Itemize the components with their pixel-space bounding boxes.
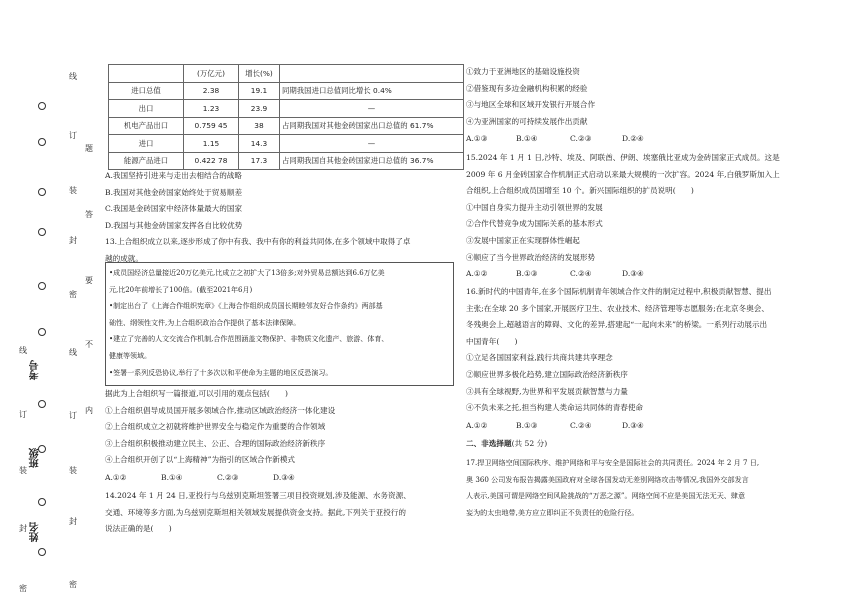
- table-cell: 能源产品进口: [109, 152, 184, 170]
- table-row: [109, 117, 464, 135]
- binding-hole: [38, 228, 46, 236]
- trade-data-table: [108, 64, 464, 170]
- sco-achievements-box: [105, 262, 454, 386]
- margin-label: 密: [69, 580, 77, 589]
- option-c: C.②③: [570, 134, 592, 143]
- binding-hole: [38, 498, 46, 506]
- option-d: D.③④: [273, 473, 295, 482]
- item-line: ③发展中国家正在实现群体性崛起: [466, 235, 580, 245]
- table-cell: 进口总值: [109, 82, 184, 100]
- stem-line: 合组织,上合组织成员国增至 10 个。新兴国际组织的扩员说明( ): [466, 186, 694, 196]
- margin-label: 题: [85, 144, 93, 153]
- table-row: [109, 135, 464, 153]
- q16-stem: [466, 284, 771, 417]
- table-cell: 进口: [109, 135, 184, 153]
- table-cell: 出口: [109, 100, 184, 118]
- class-label: 班级: [30, 448, 41, 468]
- stem-line: 2009 年 6 月金砖国家合作机制正式启动以来最大规模的一次扩容。2024 年,白俄罗斯加入上: [466, 169, 780, 179]
- table-cell: 38: [239, 117, 280, 135]
- material-line: 奥 360 公司发布报告揭露美国政府对全球各国发动无差别网络攻击等情况,我国外交部发言: [466, 474, 749, 484]
- item-line: ①上合组织倡导成员国开展多领域合作,推动区域政治经济一体化建设: [105, 405, 336, 415]
- item-line: ④上合组织开创了以“上海精神”为指引的区域合作新模式: [105, 455, 296, 465]
- box-line: 元,比20年前增长了100倍。(截至2021年6月): [109, 285, 253, 294]
- table-row: [109, 82, 464, 100]
- section-2-heading: [466, 436, 547, 453]
- table-header-row: [109, 65, 464, 83]
- table-cell: 机电产品出口: [109, 117, 184, 135]
- stem-line: 冬残奥会上,超越语言的障碍、文化的差异,搭建起“一起向未来”的桥梁。一系列行动展示出: [466, 320, 768, 330]
- table-cell: 0.759 45: [184, 117, 239, 135]
- margin-label: 答: [85, 210, 93, 219]
- box-line: •签署一系列反恐协议,举行了十多次以和平使命为主题的地区反恐演习。: [109, 368, 333, 377]
- table-cell: 17.3: [239, 152, 280, 170]
- material-line: 妄为的太虫地带,美方应立即纠正不负责任的危险行径。: [466, 507, 639, 517]
- option-b: B.①③: [516, 269, 538, 278]
- table-cell: —: [280, 135, 464, 153]
- material-line: 人表示,美国可谓是网络空间风险挑战的“万恶之源”。网络空间不应是美国无法无天、肆意: [466, 491, 746, 501]
- option-b: B.①④: [516, 134, 538, 143]
- table-cell: —: [280, 100, 464, 118]
- item-line: ①立足各国国家利益,践行共商共建共享理念: [466, 353, 613, 363]
- margin-label: 密: [19, 584, 27, 593]
- stem-line: 14.2024 年 1 月 24 日,亚投行与乌兹别克斯坦签署三项目投资规划,涉及能源、水务资源、: [105, 491, 411, 500]
- table-cell: 占同期我国对其他金砖国家出口总值的 61.7%: [280, 117, 464, 135]
- table-row: [109, 100, 464, 118]
- box-line: 础性、纲领性文件,为上合组织政治合作提供了基本法律保障。: [109, 318, 301, 327]
- box-line: •成员国经济总量接近20万亿美元,比成立之初扩大了13倍多;对外贸易总额达到6.6万亿美: [109, 269, 385, 277]
- table-row: [109, 152, 464, 170]
- option-c: C.②④: [570, 269, 592, 278]
- item-line: ②借鉴现有多边金融机构积累的经验: [466, 83, 588, 93]
- margin-label: 订: [69, 131, 77, 140]
- stem-line: 据此为上合组织写一篇报道,可以引用的观点包括( ): [105, 389, 288, 398]
- box-line: 健康等领域。: [109, 351, 151, 360]
- table-cell: 14.3: [239, 135, 280, 153]
- stem-line: 越的成就。: [105, 253, 143, 263]
- option-d: D.②④: [622, 134, 644, 143]
- q12-options: [105, 168, 242, 234]
- item-line: ①中国自身实力提升主动引领世界的发展: [466, 202, 603, 212]
- option-a: A.①②: [105, 473, 127, 482]
- binding-hole: [38, 282, 46, 290]
- item-line: ③具有全球视野,为世界和平发展贡献智慧与力量: [466, 386, 628, 396]
- material-line: 17.捍卫网络空间国际秩序、维护网络和平与安全是国际社会的共同责任。2024 年 2 月 7 日,: [466, 458, 760, 467]
- margin-label: 不: [85, 340, 93, 349]
- q14-stem: [105, 488, 411, 538]
- margin-label: 装: [19, 466, 27, 475]
- table-cell: 占同期我国自其他金砖国家进口总值的 36.7%: [280, 152, 464, 170]
- option-a: A.我国坚持引进来与走出去相结合的战略: [105, 171, 242, 180]
- stem-line: 说法正确的是( ): [105, 524, 172, 534]
- option-a: A.①③: [466, 134, 488, 143]
- margin-label: 线: [19, 346, 27, 355]
- option-a: A.①②: [466, 421, 488, 430]
- item-line: ②上合组织成立之初就将维护世界安全与稳定作为重要的合作领域: [105, 422, 326, 432]
- option-c: C.②③: [217, 473, 239, 482]
- option-c: C.我国是金砖国家中经济体量最大的国家: [105, 204, 243, 214]
- item-line: ③上合组织积极推动建立民主、公正、合理的国际政治经济新秩序: [105, 438, 326, 448]
- margin-label: 线: [69, 72, 77, 81]
- binding-margin: [0, 0, 100, 608]
- stem-line: 16.新时代的中国青年,在多个国际机制青年领域合作文件的制定过程中,积极贡献智慧、提出: [466, 287, 772, 296]
- item-line: ②顺应世界多极化趋势,建立国际政治经济新秩序: [466, 369, 628, 379]
- margin-label: 订: [69, 411, 77, 420]
- margin-label: 装: [69, 466, 77, 475]
- binding-hole: [38, 400, 46, 408]
- item-line: ②合作代替竞争成为国际关系的基本形式: [466, 219, 603, 229]
- table-header-cell: (万亿元): [184, 65, 239, 83]
- option-d: D.③④: [622, 269, 644, 278]
- item-line: ④为亚洲国家的可持续发展作出贡献: [466, 116, 588, 126]
- table-header-cell: [109, 65, 184, 83]
- q15-stem: [466, 150, 780, 266]
- margin-label: 封: [69, 236, 77, 245]
- q13-items: [105, 386, 335, 469]
- margin-label: 封: [69, 517, 77, 526]
- table-cell: 1.23: [184, 100, 239, 118]
- stem-line: 主张;在全球 20 多个国家,开展医疗卫生、农业技术、经济管理等志愿服务;在北京冬奥会、: [466, 303, 769, 313]
- q14-items: [466, 64, 595, 130]
- option-b: B.①③: [516, 421, 538, 430]
- option-d: D.我国与其他金砖国家发挥各自比较优势: [105, 220, 243, 230]
- table-cell: 19.1: [239, 82, 280, 100]
- option-c: C.②④: [570, 421, 592, 430]
- table-cell: 1.15: [184, 135, 239, 153]
- box-line: •制定出台了《上海合作组织宪章》《上海合作组织成员国长期睦邻友好合作条约》两部基: [109, 302, 383, 311]
- section-title: 二、非选择题: [466, 439, 512, 448]
- table-header-cell: 增长(%): [239, 65, 280, 83]
- option-b: B.我国对其他金砖国家始终处于贸易顺差: [105, 187, 243, 197]
- stem-line: 中国青年( ): [466, 336, 518, 346]
- stem-line: 交通、环境等多方面,为乌兹别克斯坦相关领域发展提供资金支持。据此,下列关于亚投行的: [105, 507, 406, 517]
- item-line: ①致力于亚洲地区的基础设施投资: [466, 67, 580, 76]
- margin-label: 订: [19, 410, 27, 419]
- binding-hole: [38, 138, 46, 146]
- option-b: B.①④: [161, 473, 183, 482]
- stem-line: 13.上合组织成立以来,逐步形成了你中有我、我中有你的利益共同体,在多个领域中取得了卓: [105, 237, 411, 246]
- item-line: ③与地区全球和区域开发银行开展合作: [466, 100, 596, 110]
- exam-number-label: 考号: [30, 360, 41, 380]
- table-cell: 2.38: [184, 82, 239, 100]
- table-cell: 23.9: [239, 100, 280, 118]
- name-label: 姓名: [30, 522, 41, 542]
- margin-label: 封: [19, 524, 27, 533]
- margin-label: 内: [85, 406, 93, 415]
- binding-hole: [38, 328, 46, 336]
- table-header-cell: [280, 65, 464, 83]
- box-line: •建立了完善的人文交流合作机制,合作范围涵盖文物保护、非物质文化遗产、旅游、体育、: [109, 335, 389, 344]
- section-score: (共 52 分): [511, 439, 548, 448]
- binding-hole: [38, 188, 46, 196]
- margin-label: 密: [69, 290, 77, 299]
- item-line: ④不负未来之托,担当构建人类命运共同体的青春使命: [466, 403, 644, 413]
- binding-hole: [38, 102, 46, 110]
- binding-hole: [38, 548, 46, 556]
- q17-material: [466, 455, 759, 521]
- margin-label: 装: [69, 186, 77, 195]
- table-cell: 0.422 78: [184, 152, 239, 170]
- margin-label: 要: [85, 276, 93, 285]
- margin-label: 线: [69, 348, 77, 357]
- stem-line: 15.2024 年 1 月 1 日,沙特、埃及、阿联酋、伊朗、埃塞俄比亚成为金砖国家正式成员。这是: [466, 153, 780, 162]
- option-a: A.①②: [466, 269, 488, 278]
- table-cell: 同期我国进口总值同比增长 0.4%: [280, 82, 464, 100]
- item-line: ④顺应了当今世界政治经济的发展形势: [466, 252, 596, 262]
- option-d: D.③④: [622, 421, 644, 430]
